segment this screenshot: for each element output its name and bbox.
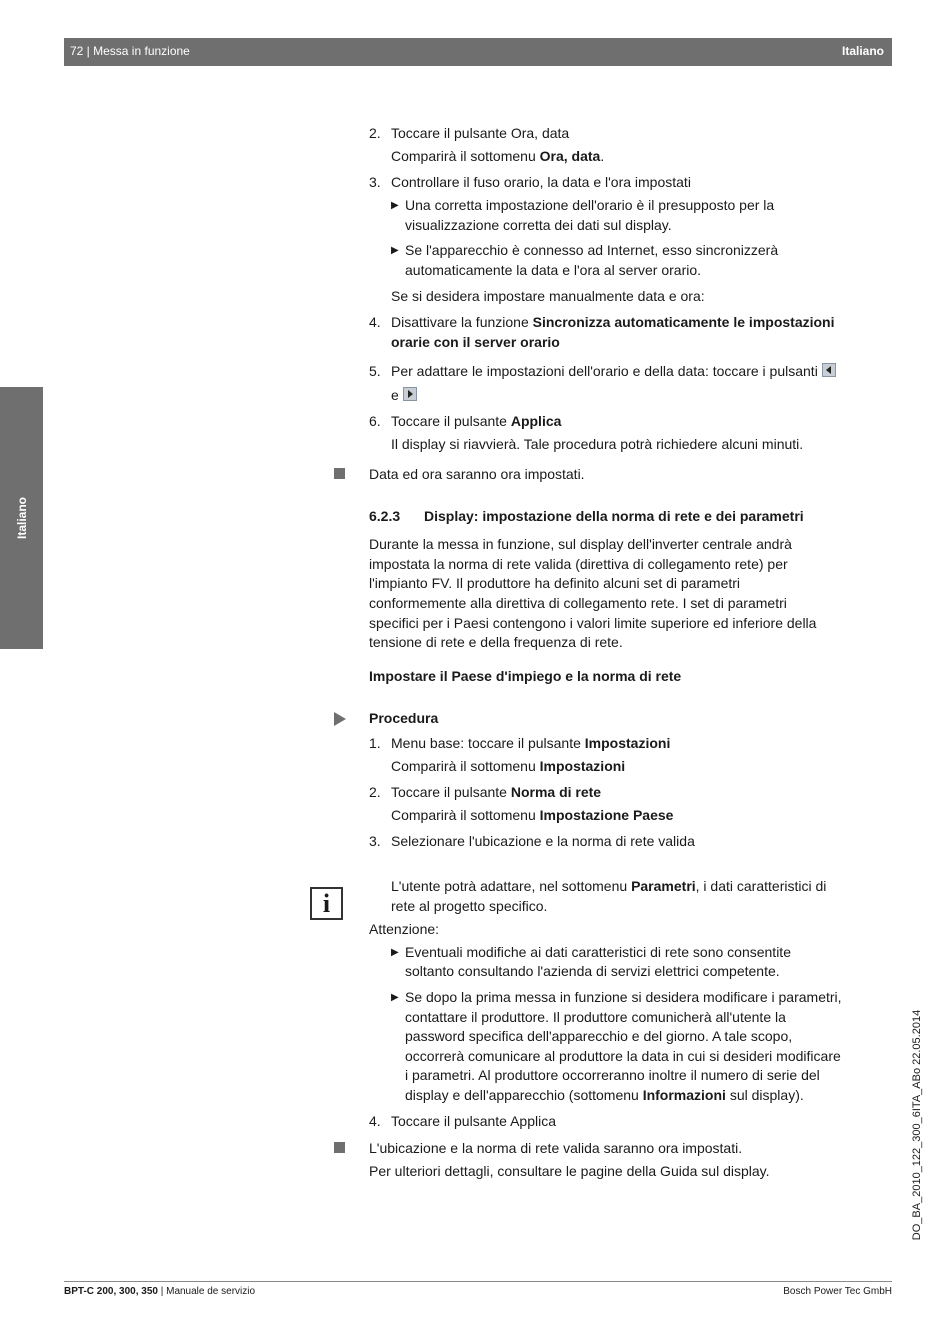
- procedure-heading: Procedura: [369, 710, 439, 726]
- arrow-right-button-icon: [403, 387, 417, 401]
- bullet-text: Eventuali modifiche ai dati caratteristici di rete sono consentite: [405, 944, 791, 960]
- bullet-arrow-icon: ▶: [391, 245, 399, 256]
- step-number: 1.: [369, 735, 381, 751]
- bullet-text: automaticamente la data e l'ora al server orario.: [405, 262, 702, 278]
- step-number: 2.: [369, 125, 381, 141]
- procedure-triangle-icon: [334, 712, 346, 726]
- step-number: 6.: [369, 413, 381, 429]
- bullet-arrow-icon: ▶: [391, 992, 399, 1003]
- step-text: Per adattare le impostazioni dell'orario e della data: toccare i pulsanti: [391, 362, 836, 382]
- header-language: Italiano: [841, 44, 884, 58]
- step-text: Toccare il pulsante Applica: [391, 413, 562, 429]
- bullet-text: i parametri. Al produttore occorreranno inoltre il numero di serie del: [405, 1067, 820, 1083]
- step-number: 3.: [369, 833, 381, 849]
- document-code: DO_BA_2010_122_300_6ITA_ABo 22.05.2014: [911, 1009, 923, 1241]
- step-text: e: [391, 386, 417, 406]
- bullet-text: Se dopo la prima messa in funzione si desidera modificare i parametri,: [405, 989, 842, 1005]
- step-number: 4.: [369, 1113, 381, 1129]
- bullet-text: password specifica dell'apparecchio e del giorno. A tale scopo,: [405, 1028, 793, 1044]
- result-text: Data ed ora saranno ora impostati.: [369, 466, 585, 482]
- arrow-left-button-icon: [822, 363, 836, 377]
- bullet-text: Se l'apparecchio è connesso ad Internet, esso sincronizzerà: [405, 242, 779, 258]
- step-text: Selezionare l'ubicazione e la norma di rete valida: [391, 833, 695, 849]
- step-result: Il display si riavvierà. Tale procedura potrà richiedere alcuni minuti.: [391, 436, 804, 452]
- section-number: 6.2.3: [369, 508, 401, 524]
- bullet-text: display e dell'apparecchio (sottomenu Informazioni sul display).: [405, 1087, 804, 1103]
- paragraph-line: tensione di rete e della frequenza di rete.: [369, 634, 623, 650]
- side-language-tab: [0, 387, 43, 649]
- bullet-text: Una corretta impostazione dell'orario è il presupposto per la: [405, 197, 775, 213]
- result-square-icon: [334, 1142, 345, 1153]
- info-text: rete al progetto specifico.: [391, 898, 548, 914]
- step-text: Toccare il pulsante Applica: [391, 1113, 556, 1129]
- info-icon: i: [310, 887, 343, 920]
- step-result: Comparirà il sottomenu Impostazione Paese: [391, 807, 674, 823]
- bullet-text: occorrerà comunicare al produttore la data in cui si desideri modificare: [405, 1048, 841, 1064]
- paragraph-line: specifici per i Paesi contengono i valori limite superiore ed inferiore della: [369, 615, 817, 631]
- paragraph-line: conformemente alla direttiva di collegamento rete. I set di parametri: [369, 595, 787, 611]
- attention-label: Attenzione:: [369, 921, 440, 937]
- footer-divider: [64, 1281, 892, 1282]
- step-text: Disattivare la funzione Sincronizza automaticamente le impostazioni: [391, 314, 835, 330]
- step-result: Comparirà il sottomenu Impostazioni: [391, 758, 626, 774]
- bullet-arrow-icon: ▶: [391, 947, 399, 958]
- step-text: Menu base: toccare il pulsante Impostazioni: [391, 735, 671, 751]
- step-number: 2.: [369, 784, 381, 800]
- step-number: 3.: [369, 174, 381, 190]
- step-text: orarie con il server orario: [391, 334, 560, 350]
- result-text: L'ubicazione e la norma di rete valida saranno ora impostati.: [369, 1140, 743, 1156]
- page-header: [64, 38, 892, 66]
- info-text: L'utente potrà adattare, nel sottomenu Parametri, i dati caratteristici di: [391, 878, 827, 894]
- step-text: Controllare il fuso orario, la data e l'ora impostati: [391, 174, 691, 190]
- bullet-text: soltanto consultando l'azienda di servizi elettrici competente.: [405, 963, 780, 979]
- bullet-text: contattare il produttore. Il produttore comunicherà all'utente la: [405, 1009, 786, 1025]
- step-number: 5.: [369, 363, 381, 379]
- side-tab-label: Italiano: [14, 496, 29, 540]
- subheading: Impostare il Paese d'impiego e la norma di rete: [369, 668, 682, 684]
- step-text: Toccare il pulsante Ora, data: [391, 125, 570, 141]
- paragraph-line: Durante la messa in funzione, sul display dell'inverter centrale andrà: [369, 536, 792, 552]
- paragraph-line: l'impianto FV. Il produttore ha definito alcuni set di parametri: [369, 575, 741, 591]
- bullet-arrow-icon: ▶: [391, 200, 399, 211]
- result-square-icon: [334, 468, 345, 479]
- footer-company: Bosch Power Tec GmbH: [783, 1286, 892, 1297]
- footer-product: BPT-C 200, 300, 350 | Manuale de servizio: [64, 1286, 256, 1297]
- bullet-text: visualizzazione corretta dei dati sul display.: [405, 217, 672, 233]
- header-page-section: 72 | Messa in funzione: [70, 44, 190, 58]
- step-text: Toccare il pulsante Norma di rete: [391, 784, 602, 800]
- manual-note: Se si desidera impostare manualmente data e ora:: [391, 288, 705, 304]
- paragraph-line: impostata la norma di rete valida (direttiva di collegamento rete) per: [369, 556, 788, 572]
- result-detail: Per ulteriori dettagli, consultare le pagine della Guida sul display.: [369, 1163, 770, 1179]
- step-result: Comparirà il sottomenu Ora, data.: [391, 148, 605, 164]
- section-title: Display: impostazione della norma di rete e dei parametri: [424, 508, 804, 524]
- step-number: 4.: [369, 314, 381, 330]
